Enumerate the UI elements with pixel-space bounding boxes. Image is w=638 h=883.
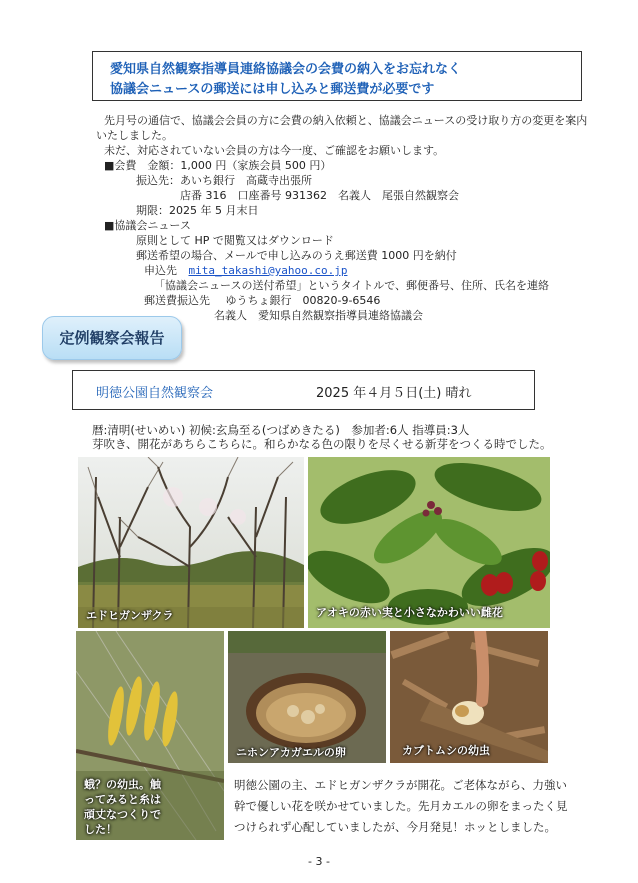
notice-line-1: 愛知県自然観察指導員連絡協議会の会費の納入をお忘れなく — [110, 62, 462, 77]
news-line-2: 郵送希望の場合、メールで申し込みのうえ郵送費 1000 円を納付 — [136, 249, 457, 262]
summary-line-1: 暦:清明(せいめい) 初候:玄鳥至る(つばめきたる) 参加者:6人 指導員:3人 — [92, 423, 470, 437]
closing-line-1: 明徳公園の主、エドヒガンザクラが開花。ご老体ながら、力強い — [234, 778, 568, 792]
photo-caption-aucuba: アオキの赤い実と小さなかわいい雌花 — [316, 606, 503, 619]
apply-label: 申込先 — [144, 264, 177, 277]
notice-line-2: 協議会ニュースの郵送には申し込みと郵送費が必要です — [110, 82, 435, 97]
postal-name: 名義人 愛知県自然観察指導員連絡協議会 — [214, 309, 423, 322]
summary-line-2: 芽吹き、開花があちらこちらに。和らかなる色の限りを尽くせる新芽をつくる時でした。 — [92, 437, 552, 451]
event-title: 明徳公園自然観察会 — [96, 386, 214, 401]
photo-moth-larva — [76, 631, 224, 840]
event-date: 2025 年４月５日(土) 晴れ — [316, 386, 472, 401]
photo-caption-larva — [84, 777, 161, 837]
photo-caption-beetle-larva: カブトムシの幼虫 — [402, 744, 490, 757]
page-number: - 3 - — [308, 855, 330, 868]
photo-caption-cherry: エドヒガンザクラ — [86, 609, 174, 622]
closing-line-3: つけられず心配していましたが、今月発見！ホッとしました。 — [234, 820, 556, 834]
photo-aucuba — [308, 457, 550, 628]
closing-line-2: 幹で優しい花を咲かせていました。先月カエルの卵をまったく見 — [234, 799, 568, 813]
body-paragraph-1b: いたしました。 — [96, 129, 173, 142]
fee-branch: 店番 316 口座番号 931362 名義人 尾張自然観察会 — [180, 189, 459, 202]
apply-note: 「協議会ニュースの送付希望」というタイトルで、郵便番号、住所、氏名を連絡 — [154, 279, 550, 292]
fee-deadline: 期限：2025 年 5 月末日 — [136, 204, 259, 217]
photo-frog-eggs — [228, 631, 386, 763]
section-heading: 定例観察会報告 — [42, 316, 182, 360]
apply-email-link[interactable]: mita_takashi@yahoo.co.jp — [188, 264, 348, 277]
body-paragraph-1a: 先月号の通信で、協議会会員の方に会費の納入依頼と、協議会ニュースの受け取り方の変更を案内 — [104, 114, 588, 127]
news-line-1: 原則として HP で閲覧又はダウンロード — [136, 234, 334, 247]
photo-caption-larva-line-1: 蛾？の幼虫。触 — [84, 778, 161, 791]
photo-caption-larva-line-4: した！ — [84, 823, 117, 836]
photo-caption-larva-line-3: 頑丈なつくりで — [84, 808, 161, 821]
postal-label: 郵送費振込先 — [144, 294, 210, 307]
fee-bank: 振込先：あいち銀行 高蔵寺出張所 — [136, 174, 312, 187]
news-heading: ■協議会ニュース — [104, 219, 191, 232]
photo-caption-larva-line-2: ってみると糸は — [84, 793, 161, 806]
postal-bank: ゆうちょ銀行 00820-9-6546 — [225, 294, 381, 307]
body-paragraph-2: 未だ、対応されていない会員の方は今一度、ご確認をお願いします。 — [104, 144, 445, 157]
photo-edohigan-cherry — [78, 457, 304, 628]
fee-heading: ■会費 金額：1,000 円（家族会員 500 円） — [104, 159, 332, 172]
photo-caption-frog-eggs: ニホンアカガエルの卵 — [236, 746, 346, 759]
closing-paragraph — [234, 775, 568, 838]
photo-beetle-larva — [390, 631, 548, 763]
